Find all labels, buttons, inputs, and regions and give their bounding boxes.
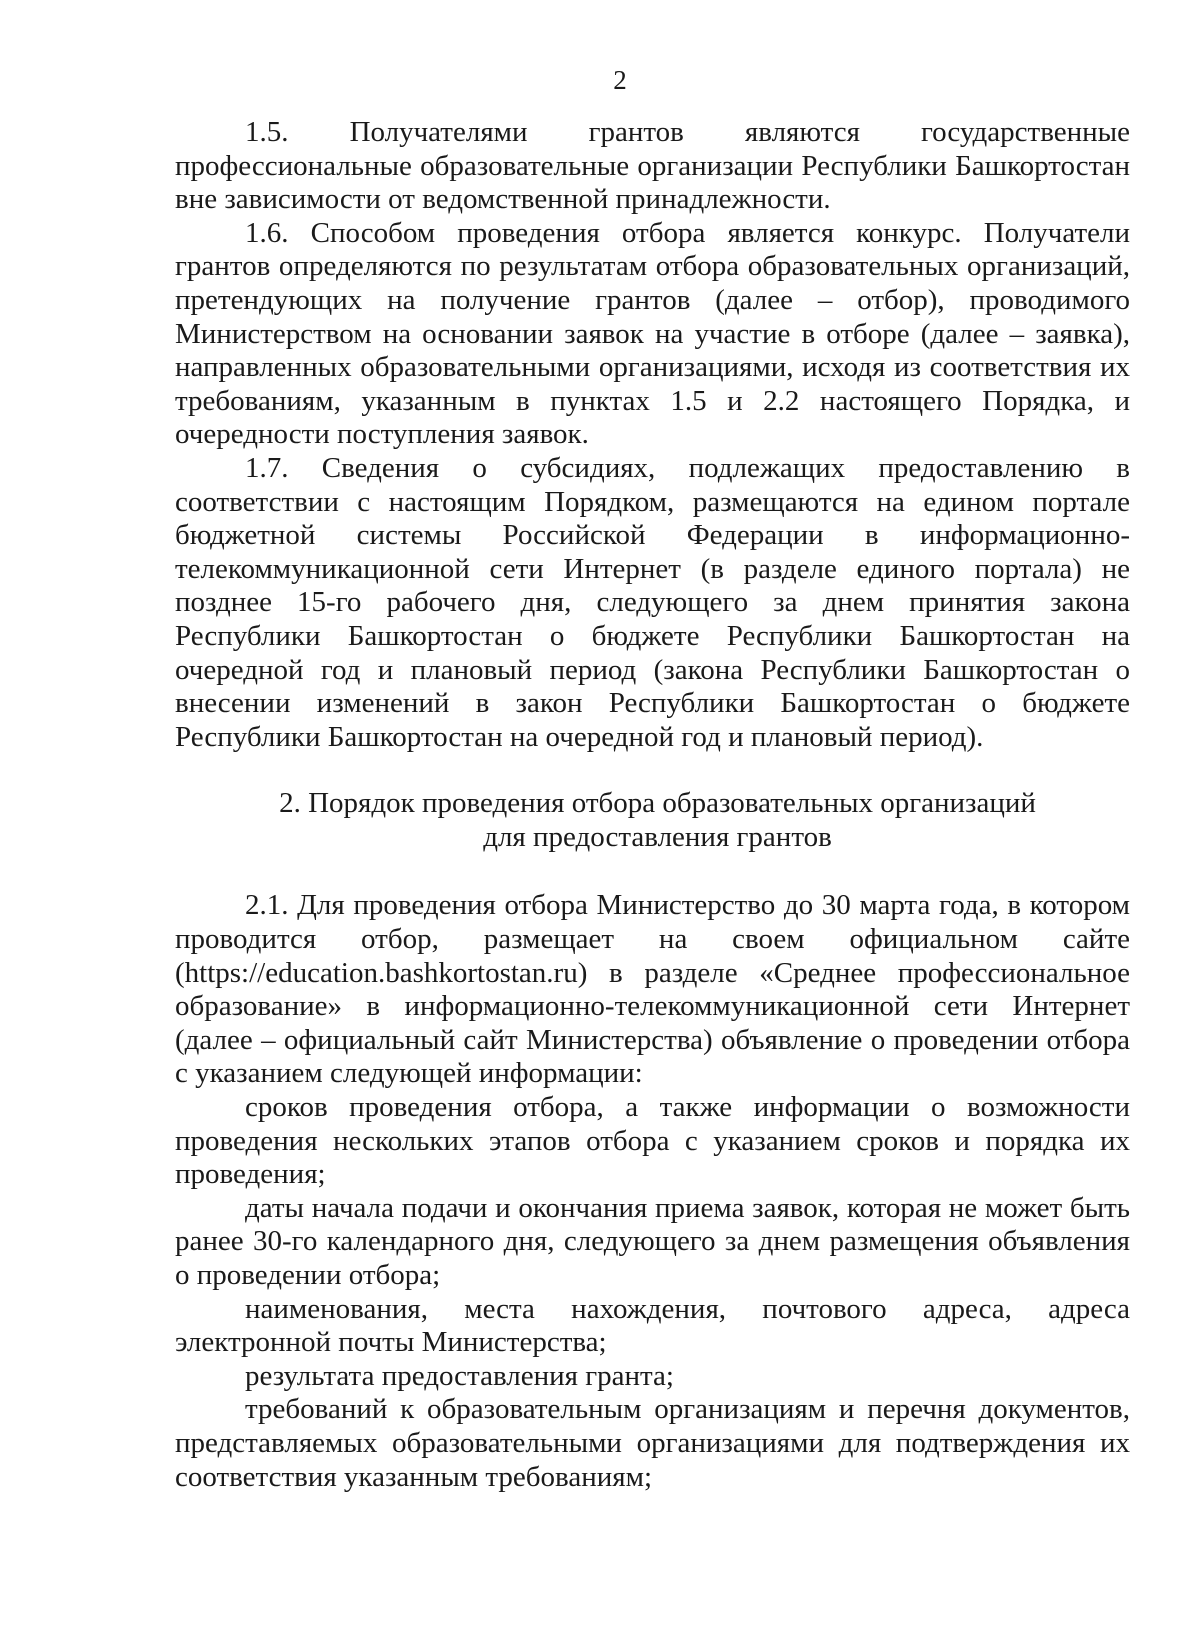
section-heading-line-1: 2. Порядок проведения отбора образовательных организаций (279, 787, 1036, 820)
list-item-requirements: требований к образовательным организациям и перечня документов, представляемых образовательными организациями для подтверждения их соответствия указанным требованиям; (175, 1393, 1130, 1493)
list-item-contacts: наименования, места нахождения, почтового адреса, адреса электронной почты Министерства; (175, 1292, 1130, 1359)
list-item-deadlines: сроков проведения отбора, а также информации о возможности проведения нескольких этапов отбора с указанием сроков и порядка их проведения; (175, 1091, 1130, 1191)
list-item-result: результата предоставления гранта; (245, 1359, 674, 1392)
section-two-body (175, 889, 1130, 1494)
section-heading-line-2: для предоставления грантов (483, 820, 832, 853)
page-number: 2 (613, 65, 627, 95)
paragraph-1-6: 1.6. Способом проведения отбора является конкурс. Получатели грантов определяются по результатам отбора образовательных организаций, претендующих на получение грантов (далее – отбор), проводимого Министерством на основании заявок на участие в отборе (далее – заявка), направленных образовательными организациями, исходя из соответствия их требованиям, указанным в пунктах 1.5 и 2.2 настоящего Порядка, и очередности поступления заявок. (175, 216, 1130, 451)
document-body (175, 116, 1130, 1494)
section-heading (175, 787, 1130, 854)
paragraph-1-7: 1.7. Сведения о субсидиях, подлежащих предоставлению в соответствии с настоящим Порядком, размещаются на едином портале бюджетной системы Российской Федерации в информационно-телекоммуникационной сети Интернет (в разделе единого портала) не позднее 15-го рабочего дня, следующего за днем принятия закона Республики Башкортостан о бюджете Республики Башкортостан на очередной год и плановый период (закона Республики Башкортостан о внесении изменений в закон Республики Башкортостан о бюджете Республики Башкортостан на очередной год и плановый период). (175, 451, 1130, 753)
list-item-dates: даты начала подачи и окончания приема заявок, которая не может быть ранее 30-го календарного дня, следующего за днем размещения объявления о проведении отбора; (175, 1191, 1130, 1291)
paragraph-1-5: 1.5. Получателями грантов являются государственные профессиональные образовательные организации Республики Башкортостан вне зависимости от ведомственной принадлежности. (175, 116, 1130, 216)
paragraph-2-1: 2.1. Для проведения отбора Министерство до 30 марта года, в котором проводится отбор, размещает на своем официальном сайте (https://education.bashkortostan.ru) в разделе «Среднее профессиональное образование» в информационно-телекоммуникационной сети Интернет (далее – официальный сайт Министерства) объявление о проведении отбора с указанием следующей информации: (175, 889, 1130, 1090)
